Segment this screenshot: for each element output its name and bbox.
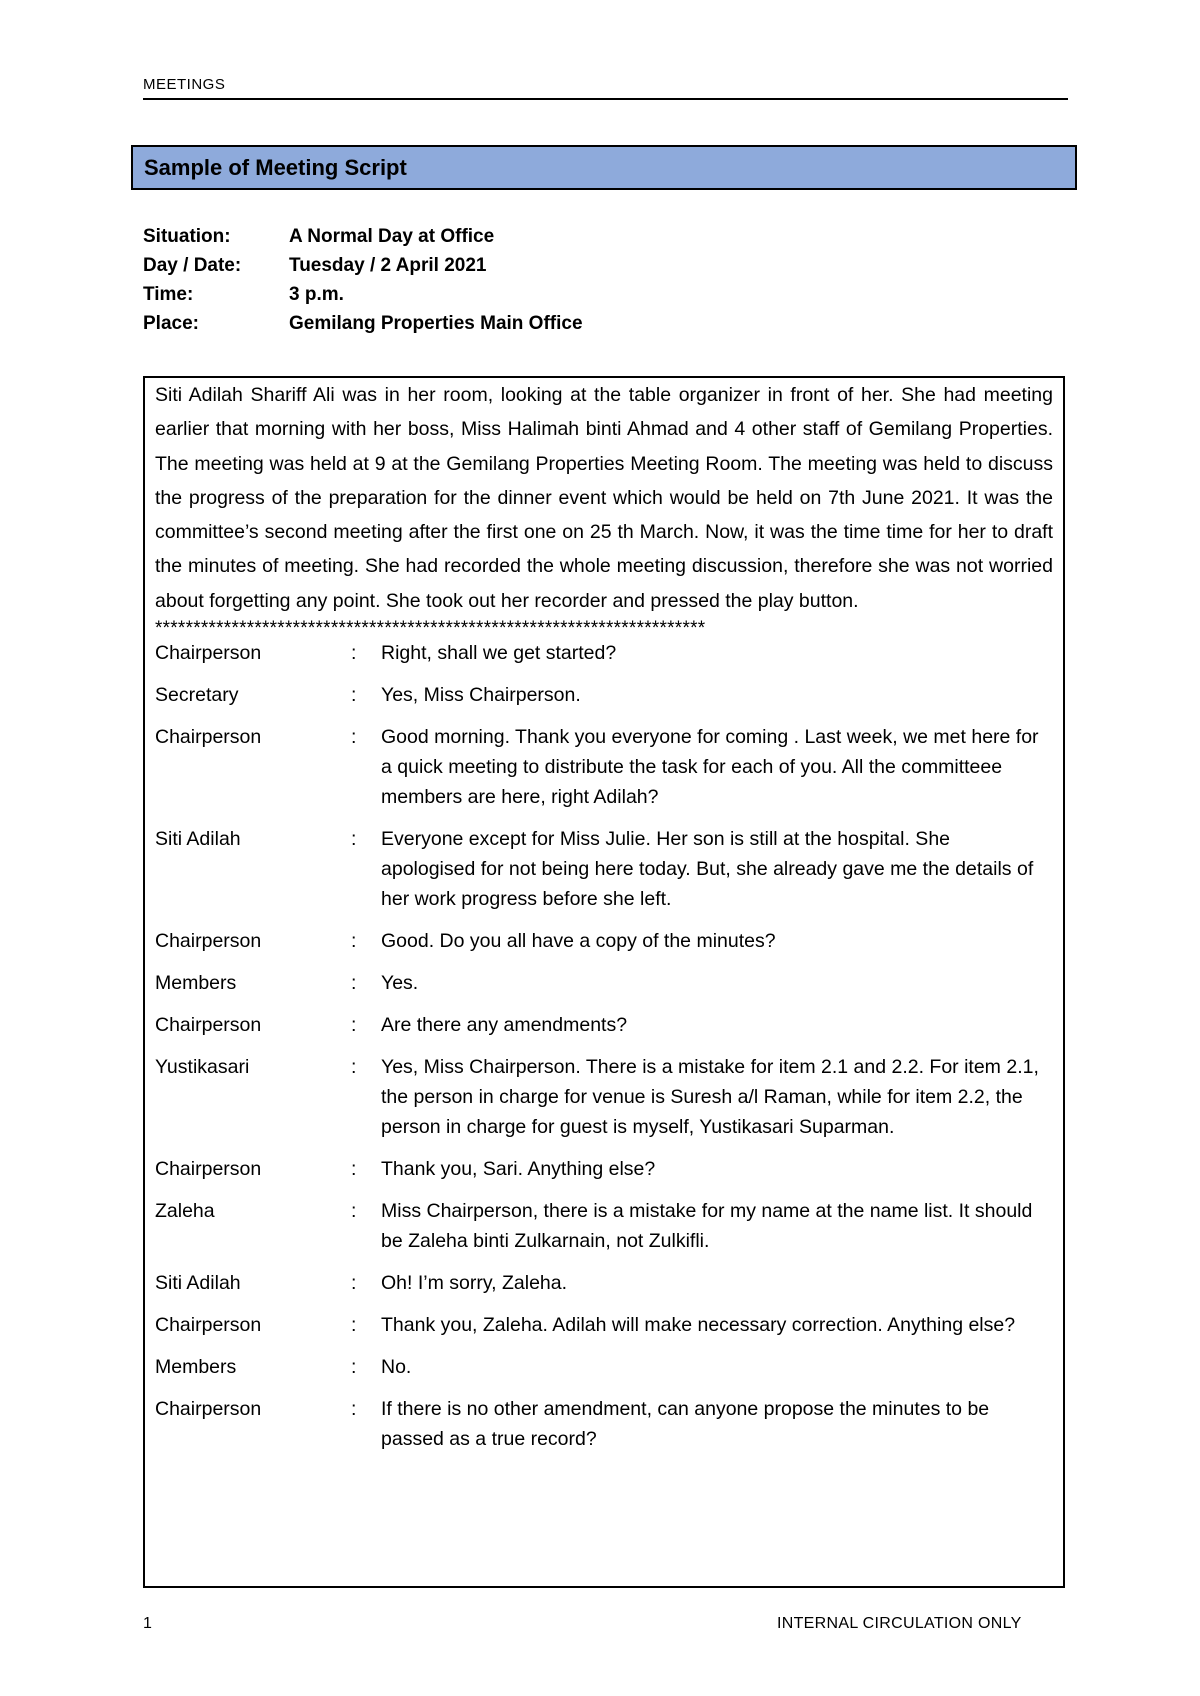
- title-box: [131, 145, 1077, 190]
- speaker-colon: :: [351, 684, 357, 707]
- info-key: Day / Date:: [143, 254, 242, 276]
- dialogue-row: [155, 1394, 1053, 1454]
- speaker-name: Members: [155, 972, 237, 995]
- info-row-time: [143, 280, 583, 309]
- speaker-colon: :: [351, 1158, 357, 1181]
- info-row-date: [143, 251, 583, 280]
- dialogue-line: Good morning. Thank you everyone for coming . Last week, we met here for a quick meeting to distribute the task for each of you. All the committeee members are here, right Adilah?: [381, 726, 1039, 809]
- dialogue-row: [155, 1010, 1053, 1040]
- speaker-name: Chairperson: [155, 1158, 262, 1181]
- dialogue-row: [155, 926, 1053, 956]
- speaker-name: Siti Adilah: [155, 828, 241, 851]
- speaker-name: Members: [155, 1356, 237, 1379]
- speaker-colon: :: [351, 972, 357, 995]
- speaker-name: Chairperson: [155, 642, 262, 665]
- speaker-colon: :: [351, 1314, 357, 1337]
- dialogue-line: If there is no other amendment, can anyone propose the minutes to be passed as a true record?: [381, 1398, 990, 1451]
- dialogue-row: [155, 638, 1053, 668]
- speaker-colon: :: [351, 1356, 357, 1379]
- dialogue: [155, 638, 1053, 1454]
- speaker-name: Chairperson: [155, 1314, 262, 1337]
- info-value: Gemilang Properties Main Office: [289, 312, 583, 334]
- dialogue-line: No.: [381, 1356, 412, 1379]
- info-value: Tuesday / 2 April 2021: [289, 254, 487, 276]
- speaker-name: Siti Adilah: [155, 1272, 241, 1295]
- dialogue-row: [155, 968, 1053, 998]
- dialogue-line: Thank you, Sari. Anything else?: [381, 1158, 656, 1181]
- info-key: Situation:: [143, 225, 231, 247]
- dialogue-row: [155, 1310, 1053, 1340]
- info-row-situation: [143, 222, 583, 251]
- speaker-colon: :: [351, 726, 357, 749]
- dialogue-line: Good. Do you all have a copy of the minutes?: [381, 930, 776, 953]
- speaker-name: Zaleha: [155, 1200, 215, 1223]
- speaker-colon: :: [351, 1200, 357, 1223]
- speaker-name: Chairperson: [155, 1398, 262, 1421]
- speaker-name: Secretary: [155, 684, 239, 707]
- speaker-colon: :: [351, 1056, 357, 1079]
- info-value: 3 p.m.: [289, 283, 344, 305]
- dialogue-line: Yes, Miss Chairperson. There is a mistake for item 2.1 and 2.2. For item 2.1, the person in charge for venue is Suresh a/l Raman, while for item 2.2, the person in charge for guest is myself, Yustikasari Suparman.: [381, 1056, 1039, 1139]
- info-key: Time:: [143, 283, 194, 305]
- speaker-colon: :: [351, 1272, 357, 1295]
- dialogue-row: [155, 824, 1053, 914]
- dialogue-line: Are there any amendments?: [381, 1014, 628, 1037]
- info-value: A Normal Day at Office: [289, 225, 495, 247]
- info-key: Place:: [143, 312, 199, 334]
- meeting-info: [143, 222, 583, 338]
- speaker-name: Chairperson: [155, 726, 262, 749]
- dialogue-line: Yes.: [381, 972, 419, 995]
- dialogue-line: Thank you, Zaleha. Adilah will make necessary correction. Anything else?: [381, 1314, 1016, 1337]
- dialogue-row: [155, 1196, 1053, 1256]
- speaker-name: Yustikasari: [155, 1056, 250, 1079]
- intro-paragraph: Siti Adilah Shariff Ali was in her room, looking at the table organizer in front of her. She had meeting earlier that morning with her boss, Miss Halimah binti Ahmad and 4 other staff of Gemilang Properties. The meeting was held at 9 at the Gemilang Properties Meeting Room. The meeting was held to discuss the progress of the preparation for the dinner event which would be held on 7th June 2021. It was the committee’s second meeting after the first one on 25 th March. Now, it was the time time for her to draft the minutes of meeting. She had recorded the whole meeting discussion, therefore she was not worried about forgetting any point. She took out her recorder and pressed the play button.: [155, 384, 1053, 612]
- dialogue-line: Yes, Miss Chairperson.: [381, 684, 581, 707]
- header-rule: [143, 98, 1068, 100]
- info-row-place: [143, 309, 583, 338]
- dialogue-line: Everyone except for Miss Julie. Her son is still at the hospital. She apologised for not being here today. But, she already gave me the details of her work progress before she left.: [381, 828, 1034, 911]
- speaker-colon: :: [351, 828, 357, 851]
- dialogue-row: [155, 1154, 1053, 1184]
- speaker-name: Chairperson: [155, 1014, 262, 1037]
- dialogue-row: [155, 1268, 1053, 1298]
- header-label: MEETINGS: [143, 76, 226, 93]
- speaker-colon: :: [351, 642, 357, 665]
- speaker-colon: :: [351, 1398, 357, 1421]
- separator: ************************************************************************: [155, 620, 706, 639]
- speaker-colon: :: [351, 1014, 357, 1037]
- dialogue-row: [155, 722, 1053, 812]
- dialogue-row: [155, 1352, 1053, 1382]
- dialogue-row: [155, 680, 1053, 710]
- script-box: [143, 376, 1065, 1588]
- footer-notice: INTERNAL CIRCULATION ONLY: [777, 1615, 1022, 1632]
- speaker-name: Chairperson: [155, 930, 262, 953]
- speaker-colon: :: [351, 930, 357, 953]
- page-number: 1: [143, 1615, 152, 1632]
- dialogue-line: Miss Chairperson, there is a mistake for my name at the name list. It should be Zaleha binti Zulkarnain, not Zulkifli.: [381, 1200, 1033, 1253]
- page-title: Sample of Meeting Script: [144, 154, 407, 180]
- dialogue-row: [155, 1052, 1053, 1142]
- dialogue-line: Oh! I’m sorry, Zaleha.: [381, 1272, 568, 1295]
- dialogue-line: Right, shall we get started?: [381, 642, 617, 665]
